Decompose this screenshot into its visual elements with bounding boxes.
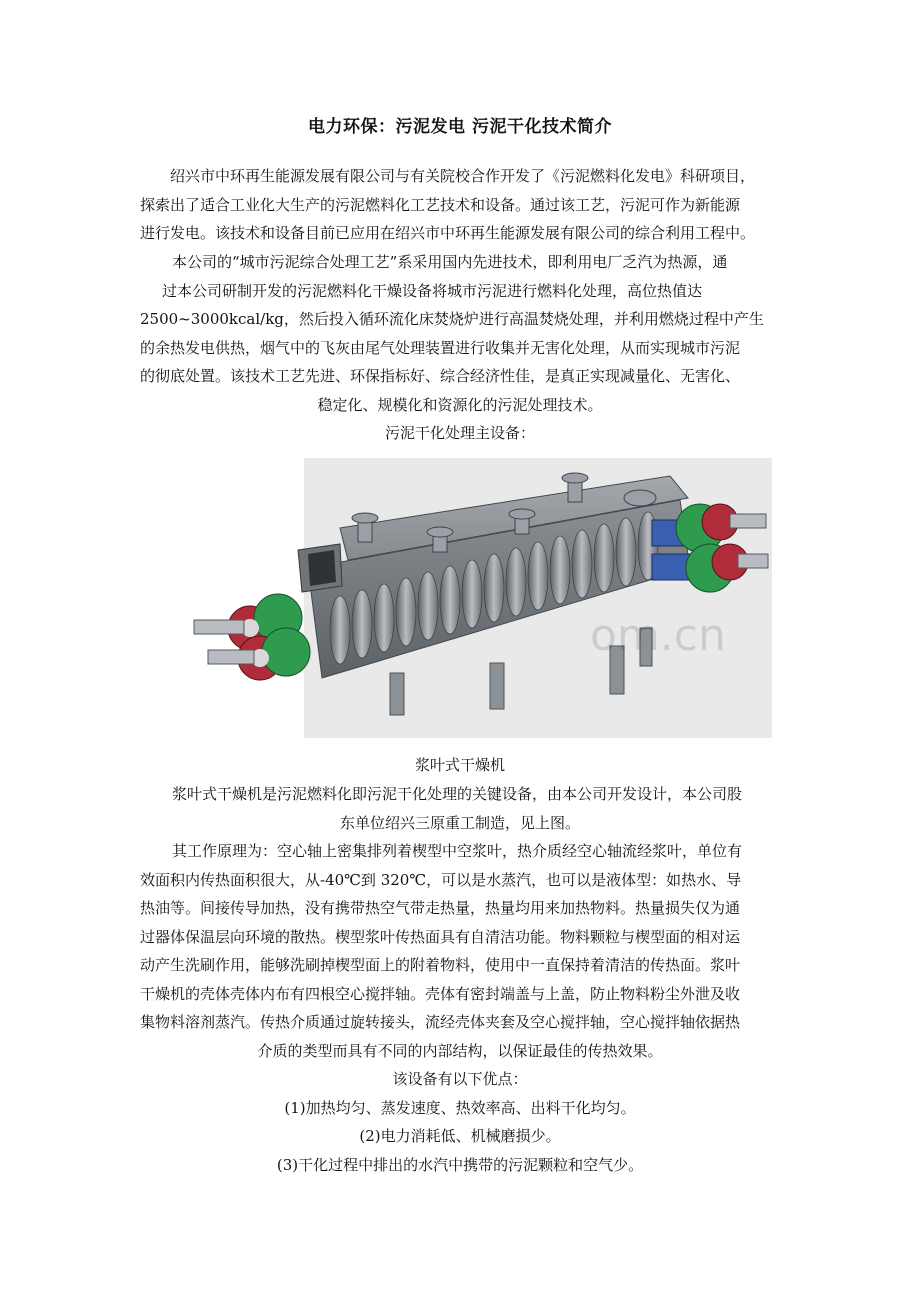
intro-line: 探索出了适合工业化大生产的污泥燃料化工艺技术和设备。通过该工艺，污泥可作为新能源 <box>140 195 741 214</box>
dryer-description <box>0 780 920 1179</box>
process-line: 本公司的“城市污泥综合处理工艺”系采用国内先进技术，即利用电厂乏汽为热源，通 <box>172 253 728 271</box>
process-line: 的余热发电供热，烟气中的飞灰由尾气处理装置进行收集并无害化处理，从而实现城市污泥 <box>140 338 741 357</box>
intro-paragraph <box>140 162 755 248</box>
principle-line: 动产生洗刷作用，能够洗刷掉楔型面上的附着物料，使用中一直保持着清洁的传热面。浆叶 <box>140 956 741 974</box>
advantage-item: (2)电力消耗低、机械磨损少。 <box>359 1127 561 1145</box>
watermark-text: om.cn <box>590 610 726 661</box>
paddle-dryer-illustration <box>190 458 772 738</box>
dryer-intro-line: 东单位绍兴三原重工制造，见上图。 <box>339 813 580 832</box>
process-line: 稳定化、规模化和资源化的污泥处理技术。 <box>317 395 603 414</box>
advantage-item: (3)干化过程中排出的水汽中携带的污泥颗粒和空气少。 <box>276 1155 644 1174</box>
principle-line: 介质的类型而具有不同的内部结构，以保证最佳的传热效果。 <box>257 1041 663 1060</box>
principle-line: 热油等。间接传导加热，没有携带热空气带走热量，热量均用来加热物料。热量损失仅为通 <box>140 899 741 917</box>
principle-line: 过器体保温层向环境的散热。楔型浆叶传热面具有自清洁功能。物料颗粒与楔型面的相对运 <box>140 927 741 946</box>
page-title: 电力环保：污泥发电 污泥干化技术简介 <box>308 117 612 137</box>
process-paragraph <box>0 248 920 448</box>
figure-caption: 浆叶式干燥机 <box>414 756 505 774</box>
intro-line: 进行发电。该技术和设备目前已应用在绍兴市中环再生能源发展有限公司的综合利用工程中。 <box>140 224 756 242</box>
advantage-item: (1)加热均匀、蒸发速度、热效率高、出料干化均匀。 <box>284 1098 636 1117</box>
principle-line: 其工作原理为：空心轴上密集排列着楔型中空浆叶，热介质经空心轴流经浆叶，单位有 <box>172 842 743 860</box>
principle-line: 集物料溶剂蒸汽。传热介质通过旋转接头，流经壳体夹套及空心搅拌轴，空心搅拌轴依据热 <box>140 1013 741 1031</box>
advantages-heading: 该设备有以下优点： <box>392 1070 528 1088</box>
process-line: 2500~3000kcal/kg，然后投入循环流化床焚烧炉进行高温焚烧处理，并利用燃烧过程中产生 <box>140 310 764 328</box>
paddle-dryer-image <box>190 458 772 738</box>
process-line: 的彻底处置。该技术工艺先进、环保指标好、综合经济性佳，是真正实现减量化、无害化、 <box>140 367 741 385</box>
equipment-heading: 污泥干化处理主设备： <box>384 424 535 442</box>
process-line: 过本公司研制开发的污泥燃料化干燥设备将城市污泥进行燃料化处理，高位热值达 <box>162 281 703 300</box>
intro-line: 绍兴市中环再生能源发展有限公司与有关院校合作开发了《污泥燃料化发电》科研项目， <box>140 167 756 185</box>
principle-line: 干燥机的壳体壳体内布有四根空心搅拌轴。壳体有密封端盖与上盖，防止物料粉尘外泄及收 <box>140 984 741 1003</box>
principle-line: 效面积内传热面积很大，从-40℃到 320℃，可以是水蒸汽，也可以是液体型：如热水、导 <box>140 870 742 889</box>
dryer-intro-line: 浆叶式干燥机是污泥燃料化即污泥干化处理的关键设备，由本公司开发设计，本公司股 <box>172 785 743 803</box>
